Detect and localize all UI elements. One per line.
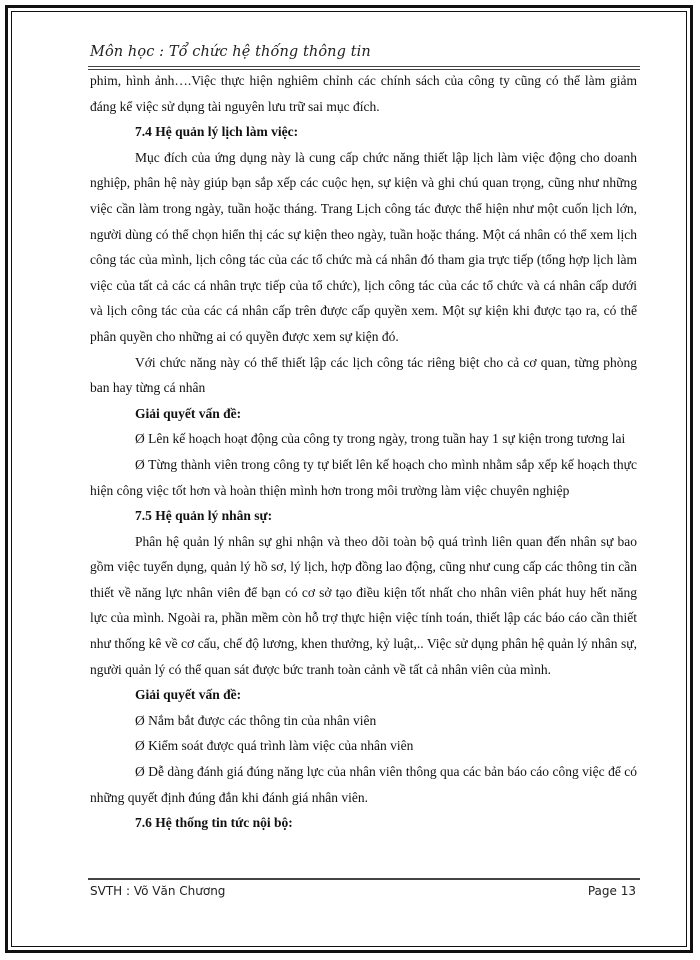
paragraph-continued: phim, hình ảnh….Việc thực hiện nghiêm chỉnh các chính sách của công ty cũng có thể làm giảm đáng kể việc sử dụng tài nguyên lưu trữ sai mục đích. [90, 73, 637, 114]
section-heading-7-5: 7.5 Hệ quản lý nhân sự: [135, 508, 273, 524]
document-body [90, 68, 637, 836]
footer-page-number: Page 13 [587, 884, 636, 898]
section-7-4-paragraph-1: Mục đích của ứng dụng này là cung cấp chức năng thiết lập lịch làm việc động cho doanh nghiệp, phân hệ này giúp bạn sắp xếp các cuộc hẹn, sự kiện và ghi chú quan trọng, cũng như những việc cần làm trong ngày, tuần hoặc tháng. Trang Lịch công tác được thể hiện như một cuốn lịch lớn, người dùng có thể chọn hiển thị các sự kiện theo ngày, tuần hoặc tháng. Một cá nhân có thể xem lịch công tác của mình, lịch công tác của các tổ chức mà cá nhân đó tham gia trực tiếp (tổng hợp lịch làm việc của tất cả các cá nhân trực tiếp của tổ chức), lịch công tác của các tổ chức và cá nhân cấp dưới và lịch công tác của các cá nhân cấp trên được cấp quyền xem. Một sự kiện khi được tạo ra, có thể phân quyền cho những ai có quyền được xem sự kiện đó. [90, 149, 637, 344]
page-header-title: Môn học : Tổ chức hệ thống thông tin [90, 44, 371, 60]
footer-divider [88, 878, 640, 880]
section-7-4-solutions-heading: Giải quyết vấn đề: [135, 405, 242, 421]
section-7-5-bullet-1: Ø Nắm bắt được các thông tin của nhân viên [135, 712, 377, 728]
section-7-5-solutions-heading: Giải quyết vấn đề: [135, 687, 242, 703]
header-divider [88, 66, 640, 67]
section-heading-7-4: 7.4 Hệ quản lý lịch làm việc: [135, 124, 299, 140]
section-7-4-bullet-2: Ø Từng thành viên trong công ty tự biết lên kế hoạch cho mình nhằm sắp xếp kế hoạch thực hiện công việc tốt hơn và hoàn thiện mình hơn trong môi trường làm việc chuyên nghiệp [90, 456, 637, 498]
section-7-4-paragraph-2: Với chức năng này có thể thiết lập các lịch công tác riêng biệt cho cả cơ quan, từng phòng ban hay từng cá nhân [90, 354, 637, 396]
section-7-4-bullet-1: Ø Lên kế hoạch hoạt động của công ty trong ngày, trong tuần hay 1 sự kiện trong tương lai [135, 431, 626, 447]
section-heading-7-6: 7.6 Hệ thống tin tức nội bộ: [135, 815, 293, 831]
section-7-5-bullet-3: Ø Dễ dàng đánh giá đúng năng lực của nhân viên thông qua các bản báo cáo công việc để có những quyết định đúng đắn khi đánh giá nhân viên. [90, 764, 637, 805]
section-7-5-paragraph-1: Phân hệ quản lý nhân sự ghi nhận và theo dõi toàn bộ quá trình liên quan đến nhân sự bao gồm việc tuyển dụng, quản lý hồ sơ, lý lịch, hợp đồng lao động, cũng như cung cấp các thông tin cần thiết về năng lực nhân viên để bạn có cơ sở tạo điều kiện tốt nhất cho nhân viên phát huy hết năng lực của mình. Ngoài ra, phần mềm còn hỗ trợ thực hiện việc tính toán, thiết lập các báo cáo cần thiết như thống kê về cơ cấu, chế độ lương, khen thưởng, kỷ luật,.. Việc sử dụng phân hệ quản lý nhân sự, người quản lý có thể quan sát được bức tranh toàn cảnh về tất cả nhân viên của mình. [90, 533, 637, 677]
footer-author: SVTH : Võ Văn Chương [90, 884, 226, 898]
section-7-5-bullet-2: Ø Kiểm soát được quá trình làm việc của nhân viên [135, 738, 414, 754]
